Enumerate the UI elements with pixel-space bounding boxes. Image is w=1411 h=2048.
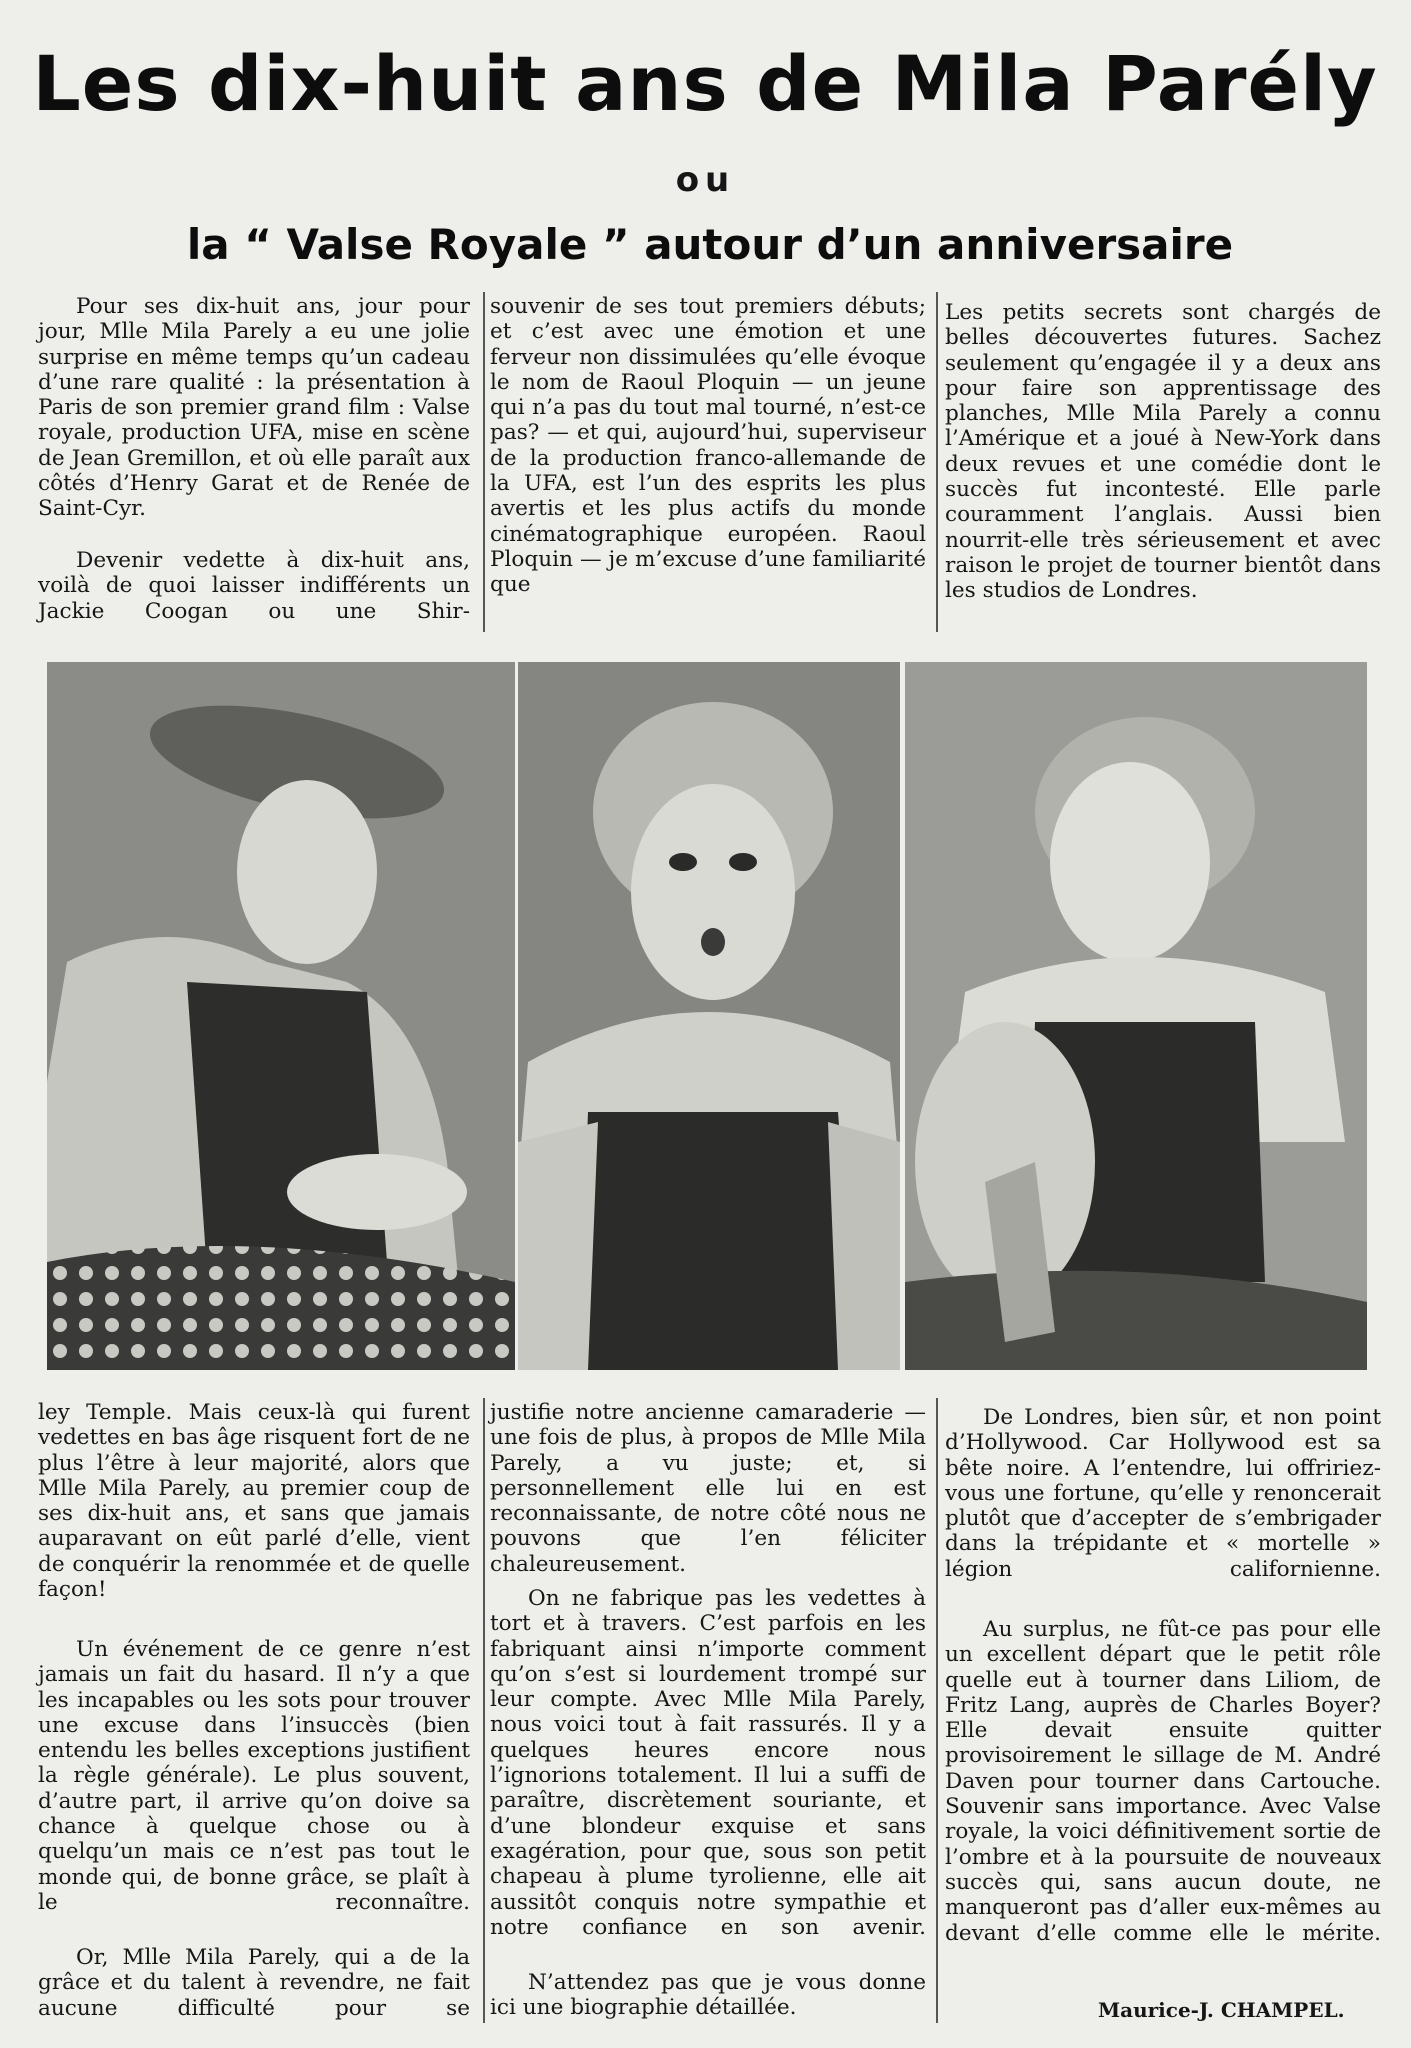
column-rule <box>483 1398 485 2023</box>
bottom-col1-paragraph-1: ley Temple. Mais ceux-là qui furent vedettes en bas âge risquent fort de ne plus l’être à leur majorité, alors que Mlle Mila Parely, au premier coup de ses dix-huit ans, et sans que jamais auparavant on eût parlé d’elle, vient de conquérir la renommée et de quelle façon! <box>38 1400 470 1603</box>
bottom-col1-paragraph-3: Or, Mlle Mila Parely, qui a de la grâce et du talent à revendre, ne fait aucune difficulté pour se <box>38 1945 470 2021</box>
bottom-col1-paragraph-2: Un événement de ce genre n’est jamais un fait du hasard. Il n’y a que les incapables ou les sots pour trouver une excuse dans l’insuccès (bien entendu les belles exceptions justifient la règle générale). Le plus souvent, d’autre part, il arrive qu’on doive sa chance à quelque chose ou à quelqu’un mais ce n’est pas tout le monde qui, de bonne grâce, se plaît à le reconnaître. <box>38 1637 470 1915</box>
column-rule <box>483 292 485 632</box>
bottom-col3-paragraph-1: De Londres, bien sûr, et non point d’Hollywood. Car Hollywood est sa bête noire. A l’entendre, lui offririez-vous une fortune, qu’elle y renoncerait plutôt que d’accepter de s’embrigader dans la trépidante et « mortelle » légion californienne. <box>945 1405 1381 1582</box>
headline: Les dix-huit ans de Mila Parély <box>32 39 1378 128</box>
author-signature: Maurice-J. CHAMPEL. <box>1098 1998 1345 2022</box>
headline-connector: ou <box>675 160 736 200</box>
bottom-col2-paragraph-1: justifie notre ancienne camaraderie — une fois de plus, à propos de Mlle Mila Parely, a vu juste; et, si personnellement elle lui en est reconnaissante, de notre côté nous ne pouvons que l’en féliciter chaleureusement. <box>490 1400 926 1577</box>
top-col1-paragraph-2: Devenir vedette à dix-huit ans, voilà de quoi laisser indifférents un Jackie Coogan ou une Shir- <box>38 548 470 624</box>
top-col2-text: souvenir de ses tout premiers débuts; et c’est avec une émotion et une ferveur non dissimulées qu’elle évoque le nom de Raoul Ploquin — un jeune qui n’a pas du tout mal tourné, n’est-ce pas? — et qui, aujourd’hui, superviseur de la production franco-allemande de la UFA, est l’un des esprits les plus avertis et les plus actifs du monde cinématographique européen. Raoul Ploquin — je m’excuse d’une familiarité que <box>490 294 926 598</box>
bottom-col2-paragraph-3: N’attendez pas que je vous donne ici une biographie détaillée. <box>490 1970 926 2021</box>
top-col1-paragraph-1: Pour ses dix-huit ans, jour pour jour, Mlle Mila Parely a eu une jolie surprise en même temps qu’un cadeau d’une rare qualité : la présentation à Paris de son premier grand film : Valse royale, production UFA, mise en scène de Jean Gremillon, et où elle paraît aux côtés d’Henry Garat et de Renée de Saint-Cyr. <box>38 294 470 522</box>
column-rule <box>936 292 938 632</box>
column-rule <box>936 1398 938 2023</box>
portrait-photo-right <box>905 662 1367 1370</box>
bottom-col2-paragraph-2: On ne fabrique pas les vedettes à tort et à travers. C’est parfois en les fabriquant ainsi n’importe comment qu’on s’est si lourdement trompé sur leur compte. Avec Mlle Mila Parely, nous voici tout à fait rassurés. Il y a quelques heures encore nous l’ignorions totalement. Il lui a suffi de paraître, discrètement souriante, et d’une blondeur exquise et sans exagération, pour que, sous son petit chapeau à plume tyrolienne, elle ait aussitôt conquis notre sympathie et notre confiance en son avenir. <box>490 1586 926 1940</box>
subheadline: la “ Valse Royale ” autour d’un anniversaire <box>186 220 1234 269</box>
portrait-photo-left <box>47 662 515 1370</box>
bottom-col3-paragraph-2: Au surplus, ne fût-ce pas pour elle un excellent départ que le petit rôle quelle eut à tourner dans Liliom, de Fritz Lang, auprès de Charles Boyer? Elle devait ensuite quitter provisoirement le sillage de M. André Daven pour tourner dans Cartouche. Souvenir sans importance. Avec Valse royale, la voici définitivement sortie de l’ombre et à la poursuite de nouveaux succès qui, sans aucun doute, ne manqueront pas d’aller eux-mêmes au devant d’elle comme elle le mérite. <box>945 1617 1381 1946</box>
top-col3-text: Les petits secrets sont chargés de belles découvertes futures. Sachez seulement qu’engagée il y a deux ans pour faire son apprentissage des planches, Mlle Mila Parely a connu l’Amérique et a joué à New-York dans deux revues et une comédie dont le succès fut incontesté. Elle parle couramment l’anglais. Aussi bien nourrit-elle très sérieusement et avec raison le projet de tourner bientôt dans les studios de Londres. <box>945 300 1381 604</box>
portrait-photo-center <box>518 662 900 1370</box>
